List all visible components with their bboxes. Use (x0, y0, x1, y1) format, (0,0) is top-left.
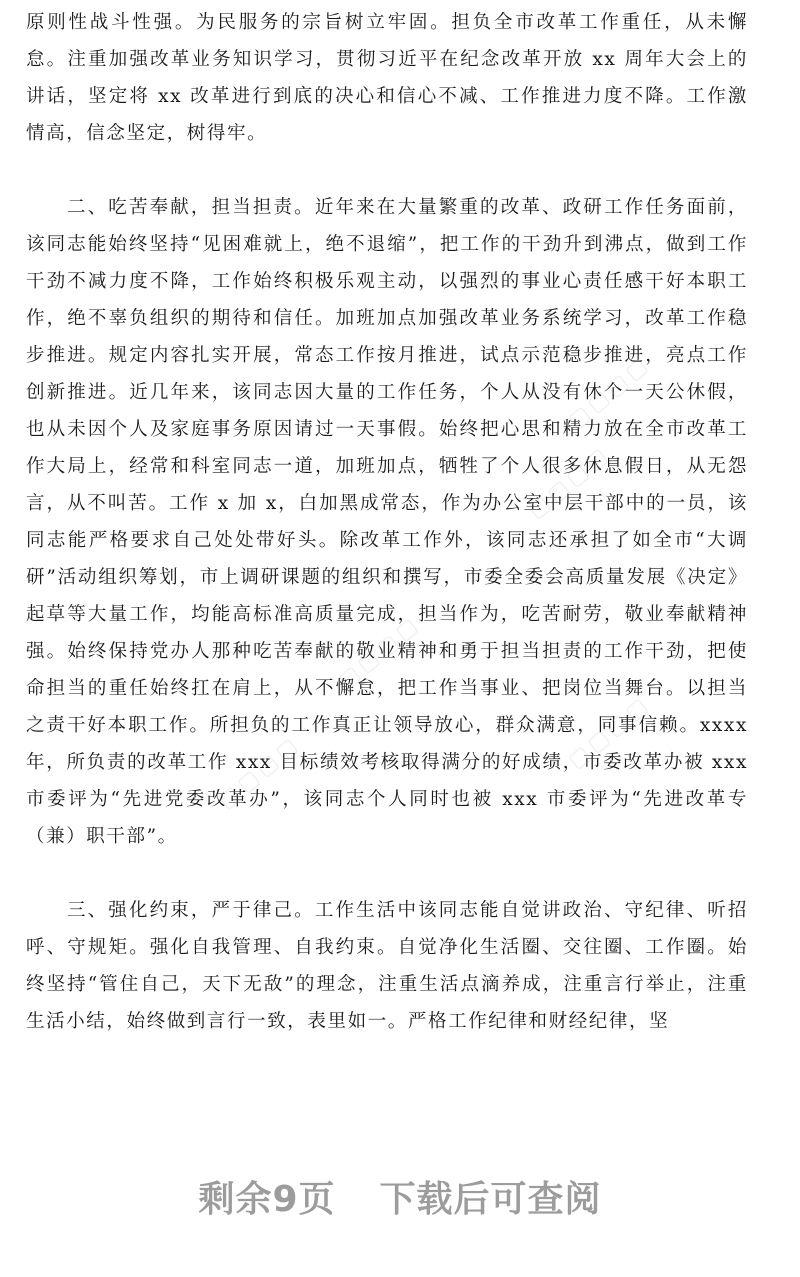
paragraph-2: 二、吃苦奉献，担当担责。近年来在大量繁重的改革、政研工作任务面前，该同志能始终坚持“见困难就上，绝不退缩”，把工作的干劲升到沸点，做到工作干劲不减力度不降，工作始终积极乐观主动，以强烈的事业心责任感干好本职工作，绝不辜负组织的期待和信任。加班加点加强改革业务系统学习，改革工作稳步推进。规定内容扎实开展，常态工作按月推进，试点示范稳步推进，亮点工作创新推进。近几年来，该同志因大量的工作任务，个人从没有休个一天公休假，也从未因个人及家庭事务原因请过一天事假。始终把心思和精力放在全市改革工作大局上，经常和科室同志一道，加班加点，牺牲了个人很多休息假日，从无怨言，从不叫苦。工作 x 加 x，白加黑成常态，作为办公室中层干部中的一员，该同志能严格要求自己处处带好头。除改革工作外，该同志还承担了如全市“大调研”活动组织筹划，市上调研课题的组织和撰写，市委全委会高质量发展《决定》起草等大量工作，均能高标准高质量完成，担当作为，吃苦耐劳，敬业奉献精神强。始终保持党办人那种吃苦奉献的敬业精神和勇于担当担责的工作干劲，把使命担当的重任始终扛在肩上，从不懈怠，把工作当事业、把岗位当舞台。以担当之责干好本职工作。所担负的工作真正让领导放心，群众满意，同事信赖。xxxx 年，所负责的改革工作 xxx 目标绩效考核取得满分的好成绩，市委改革办被 xxx 市委评为“先进党委改革办”，该同志个人同时也被 xxx 市委评为“先进改革专（兼）职干部”。 (26, 197, 748, 847)
watermark-mark: ▢▢▢▢ (333, 611, 426, 694)
watermark-mark: ▢▢▢▢ (523, 441, 616, 524)
download-hint-label[interactable]: 下载后可查阅 (379, 1179, 602, 1220)
paragraph-gap (26, 152, 748, 189)
watermark-mark: ▢▢▢▢ (213, 731, 306, 814)
watermark-mark: ▢▢▢▢ (563, 351, 656, 434)
paragraph-gap (26, 855, 748, 892)
remaining-pages-label: 剩余9页 (198, 1179, 336, 1220)
paragraph-3: 三、强化约束，严于律己。工作生活中该同志能自觉讲政治、守纪律、听招呼、守规矩。强化自我管理、自我约束。自觉净化生活圈、交往圈、工作圈。始终坚持“管住自己，天下无敌”的理念，注重生活点滴养成，注重言行举止，注重生活小结，始终做到言行一致，表里如一。严格工作纪律和财经纪律，坚 (26, 900, 748, 1032)
document-body (26, 4, 748, 1040)
watermark-mark: ▢▢▢▢ (563, 691, 656, 774)
paragraph-1: 原则性战斗性强。为民服务的宗旨树立牢固。担负全市改革工作重任，从未懈怠。注重加强改革业务知识学习，贯彻习近平在纪念改革开放 xx 周年大会上的讲话，坚定将 xx 改革进行到底的决心和信心不减、工作推进力度不降。工作激情高，信念坚定，树得牢。 (26, 12, 748, 144)
download-prompt-bar[interactable] (0, 1170, 800, 1230)
